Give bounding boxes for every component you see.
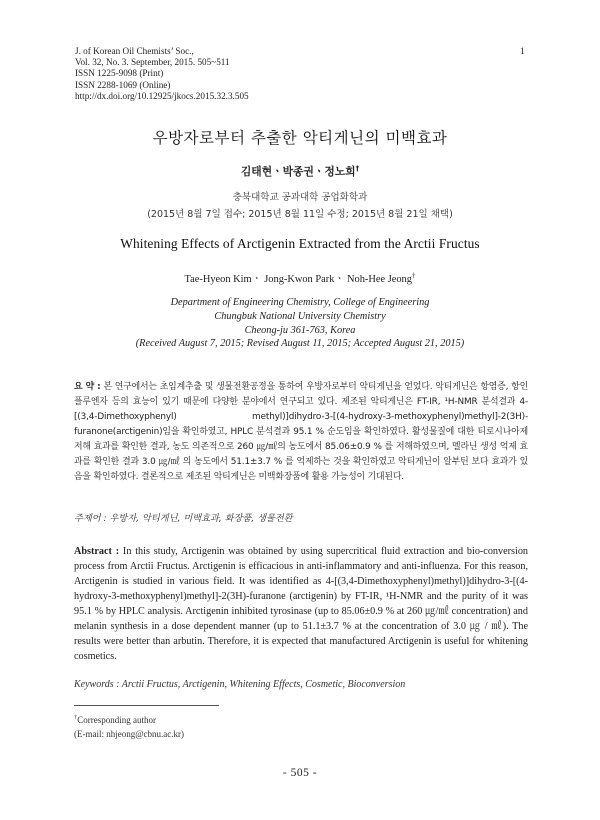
corresponding-dagger: † [355,164,360,173]
affiliation-korean: 충북대학교 공과대학 공업화학과 [232,192,368,203]
footnote-corresponding [74,711,184,727]
footnote-corresponding-text: Corresponding author [77,715,156,725]
journal-volume: Vol. 32, No. 3. September, 2015. 505~511 [75,57,230,68]
issn-print: ISSN 1225-9098 (Print) [75,68,164,79]
footnote-divider [74,705,219,706]
keywords-korean: 주제어 : 우방자, 악티게닌, 미백효과, 화장품, 생물전환 [74,513,293,524]
doi-link[interactable]: http://dx.doi.org/10.12925/jkocs.2015.32.3.505 [75,90,249,101]
received-dates: (Received August 7, 2015; Revised August 11, 2015; Accepted August 21, 2015) [135,338,465,350]
footnote-dagger: † [74,714,78,721]
abstract-english-label: Abstract : [74,546,120,557]
authors-korean-names: 김태현ㆍ박종권ㆍ정노희 [240,165,356,178]
abstract-korean-label: 요 약 : [74,382,101,392]
journal-name: J. of Korean Oil Chemists’ Soc., [75,46,194,56]
title-korean: 우방자로부터 추출한 악티게닌의 미백효과 [152,129,448,147]
affiliation-english [0,296,600,351]
authors-english [0,270,600,285]
affiliation-university: Chungbuk National University Chemistry [214,310,386,322]
title-english: Whitening Effects of Arctigenin Extracted from the Arctii Fructus [120,236,480,251]
authors-english-names: Tae-Hyeon Kimㆍ Jong-Kwon Parkㆍ Noh-Hee Jeong [184,274,412,285]
abstract-english-text: In this study, Arctigenin was obtained by using supercritical fluid extraction and bio-conversion process from Arctii Fructus. Arctigenin is efficacious in anti-inflammatory and anti-influenza. For this reason, Arctigenin is studied in various field. It was identified as 4-[(3,4-Dimethoxyphenyl)methyl)]dihydro-3-[(4-hydroxy-3-methoxyphenyl)methyl]-2(3H)-furanone (arctigenin) by FT-IR, ¹H-NMR and the purity of it was 95.1 % by HPLC analysis. Arctigenin inhibited tyrosinase (up to 85.06±0.9 % at 260 ㎍/㎖ concentration) and melanin synthesis in a dose dependent manner (up to 51.1±3.7 % at the concentration of 3.0 ㎍ / ㎖). The results were better than arbutin. Therefore, it is expected that manufactured Arctigenin is useful for whitening cosmetics. [74,546,529,662]
footnote-email[interactable]: (E-mail: nhjeong@cbnu.ac.kr) [74,729,184,739]
affiliation-department: Department of Engineering Chemistry, College of Engineering [170,297,430,308]
page-number: - 505 - [282,767,318,779]
dates-korean: (2015년 8월 7일 접수; 2015년 8월 11일 수정; 2015년 8월 21일 채택) [147,209,453,220]
affiliation-address: Cheong-ju 361-763, Korea [244,324,356,336]
journal-citation [75,46,249,102]
abstract-english [74,544,528,664]
abstract-korean-text: 본 연구에서는 초임계추출 및 생물전환공정을 통하여 우방자로부터 악티게닌을 얻었다. 악티게닌은 항염증, 항인플루엔자 등의 효능이 있기 때문에 다양한 분야에서 연구되고 있다. 제조된 악티게닌은 FT-IR, ¹H-NMR 분석결과 4-[(3,4-Dimethoxyphenyl) methyl)]dihydro-3-[(4-hydroxy-3-methoxyphenyl)methyl]-2(3H)-furanone(arctigenin)임을 확인하였고, HPLC 분석결과 95.1 % 순도임을 확인하였다. 활성물질에 대한 티로시나아제 저해 효과를 확인한 결과, 농도 의존적으로 260 ㎍/㎖의 농도에서 85.06±0.9 % 를 저해하였으며, 멜라닌 생성 억제 효과를 확인한 결과 3.0 ㎍/㎖ 의 농도에서 51.1±3.7 % 를 억제하는 것을 확인하였고 악티게닌이 알부틴 보다 효과가 있음을 확인하였다. 결론적으로 제조된 악티게닌은 미백화장품에 활용 가능성이 기대된다. [74,382,528,482]
keywords-english: Keywords : Arctii Fructus, Arctigenin, Whitening Effects, Cosmetic, Bioconversion [74,679,406,690]
issn-online: ISSN 2288-1069 (Online) [75,79,171,90]
page-corner-number: 1 [520,46,525,56]
footnote [74,711,184,741]
abstract-korean [74,380,528,485]
authors-korean [0,164,600,179]
corresponding-dagger-en: † [411,271,416,280]
